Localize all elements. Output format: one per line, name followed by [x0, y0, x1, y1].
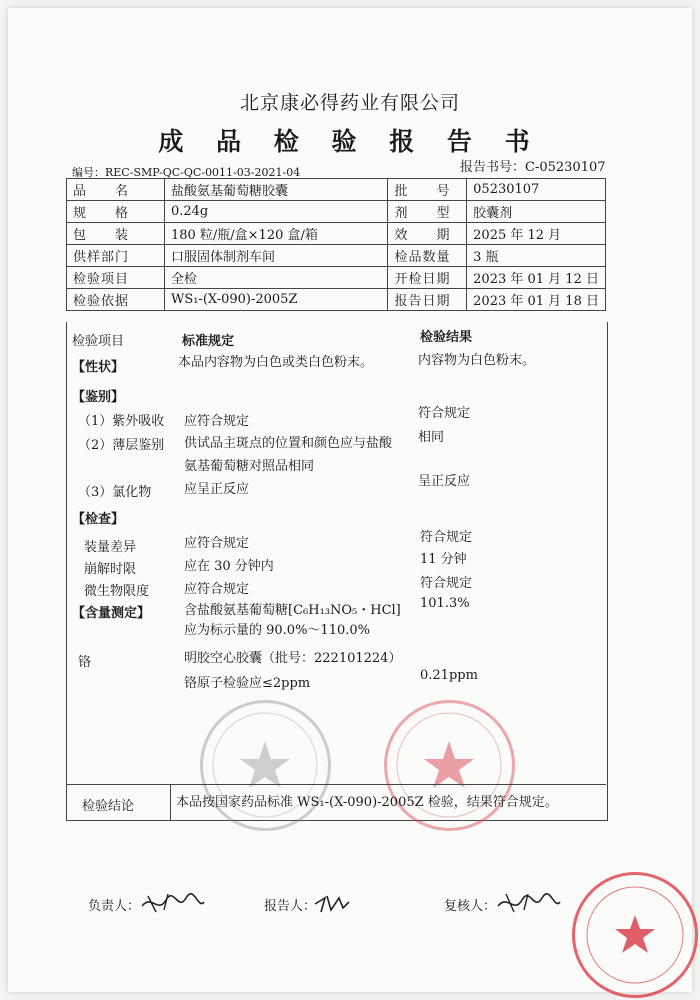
handwritten-signature-icon — [312, 890, 352, 916]
product-name-label: 品 名 — [67, 179, 165, 201]
chromium-label: 铬 — [78, 655, 92, 670]
batch-label: 批 号 — [388, 179, 467, 201]
spec-value: 0.24g — [164, 201, 388, 223]
test-item-label: 检验项目 — [67, 267, 165, 289]
document-code: 编号：REC-SMP-QC-QC-0011-03-2021-04 — [72, 166, 301, 179]
dosage-form-label: 剂 型 — [388, 201, 467, 223]
tlc-result: 相同 — [418, 430, 445, 445]
assay-standard-line2: 应为标示量的 90.0%～110.0% — [184, 623, 370, 638]
microbial-limit-standard: 应符合规定 — [184, 582, 250, 597]
gray-seal-stamp — [200, 700, 331, 831]
quality-red-seal-stamp — [572, 872, 698, 998]
reporter-label: 报告人： — [264, 899, 317, 914]
quantity-label: 检品数量 — [388, 245, 467, 267]
table-row — [67, 179, 606, 201]
product-name-value: 盐酸氨基葡萄糖胶囊 — [164, 179, 388, 201]
chromium-result: 0.21ppm — [420, 668, 478, 683]
table-row — [67, 201, 606, 223]
handwritten-signature-icon — [138, 888, 208, 918]
uv-result: 符合规定 — [418, 406, 471, 421]
uv-standard: 应符合规定 — [184, 414, 250, 429]
tlc-label: （2）薄层鉴别 — [78, 438, 165, 453]
chloride-label: （3）氯化物 — [78, 485, 152, 500]
fill-variation-result: 符合规定 — [420, 530, 473, 545]
expiry-value: 2025 年 12 月 — [467, 223, 606, 245]
disintegration-result: 11 分钟 — [420, 552, 467, 567]
quantity-value: 3 瓶 — [467, 245, 606, 267]
company-name: 北京康必得药业有限公司 — [239, 92, 460, 114]
red-seal-stamp — [384, 700, 515, 831]
report-date-label: 报告日期 — [388, 289, 467, 311]
chromium-standard-line2: 铬原子检验应≤2ppm — [184, 676, 311, 691]
report-title: 成 品 检 验 报 告 书 — [158, 127, 542, 156]
header-result: 检验结果 — [420, 330, 473, 345]
inspection-label: 【检查】 — [72, 512, 125, 527]
character-standard: 本品内容物为白色或类白色粉末。 — [178, 355, 374, 370]
open-date-label: 开检日期 — [388, 267, 467, 289]
chloride-standard: 应呈正反应 — [184, 482, 250, 497]
report-date-value: 2023 年 01 月 18 日 — [467, 289, 606, 311]
disintegration-standard: 应在 30 分钟内 — [184, 559, 274, 574]
fill-variation-standard: 应符合规定 — [184, 536, 250, 551]
package-value: 180 粒/瓶/盒×120 盒/箱 — [164, 223, 388, 245]
supplier-label: 供样部门 — [67, 245, 165, 267]
supplier-value: 口服固体制剂车间 — [164, 245, 388, 267]
header-standard: 标准规定 — [182, 334, 235, 349]
conclusion-text: 本品按国家药品标准 WS₁-(X-090)-2005Z 检验，结果符合规定。 — [176, 795, 558, 810]
fill-variation-label: 装量差异 — [84, 540, 137, 555]
expiry-label: 效 期 — [388, 223, 467, 245]
reviewer-label: 复核人： — [444, 899, 497, 914]
assay-standard-line1: 含盐酸氨基葡萄糖[C₆H₁₃NO₅・HCl] — [184, 603, 401, 618]
character-label: 【性状】 — [72, 360, 125, 375]
chloride-result: 呈正反应 — [418, 474, 471, 489]
disintegration-label: 崩解时限 — [84, 562, 137, 577]
package-label: 包 装 — [67, 223, 165, 245]
seal-star-icon — [575, 875, 695, 995]
assay-result: 101.3% — [420, 596, 470, 611]
open-date-value: 2023 年 01 月 12 日 — [467, 267, 606, 289]
basis-label: 检验依据 — [67, 289, 165, 311]
basis-value: WS₁-(X-090)-2005Z — [164, 289, 388, 311]
test-item-value: 全检 — [164, 267, 388, 289]
report-number: 报告书号：C-05230107 — [460, 160, 606, 175]
product-info-table — [66, 178, 606, 311]
table-row — [67, 289, 606, 311]
table-row — [67, 245, 606, 267]
assay-label: 【含量测定】 — [72, 606, 151, 621]
conclusion-column-divider — [170, 784, 171, 820]
table-row — [67, 267, 606, 289]
microbial-limit-label: 微生物限度 — [84, 584, 150, 599]
identification-label: 【鉴别】 — [72, 390, 125, 405]
conclusion-label: 检验结论 — [82, 799, 135, 814]
header-item: 检验项目 — [72, 334, 125, 349]
conclusion-divider — [66, 784, 606, 785]
results-frame — [66, 322, 608, 821]
spec-label: 规 格 — [67, 201, 165, 223]
chromium-standard-line1: 明胶空心胶囊（批号：222101224） — [184, 651, 402, 666]
uv-label: （1）紫外吸收 — [78, 414, 165, 429]
batch-value: 05230107 — [467, 179, 606, 201]
tlc-standard-line1: 供试品主斑点的位置和颜色应与盐酸 — [184, 436, 393, 451]
microbial-limit-result: 符合规定 — [420, 576, 473, 591]
handwritten-signature-icon — [494, 888, 564, 918]
dosage-form-value: 胶囊剂 — [467, 201, 606, 223]
responsible-label: 负责人： — [88, 899, 141, 914]
table-row — [67, 223, 606, 245]
tlc-standard-line2: 氨基葡萄糖对照品相同 — [184, 459, 315, 474]
character-result: 内容物为白色粉末。 — [418, 353, 536, 368]
